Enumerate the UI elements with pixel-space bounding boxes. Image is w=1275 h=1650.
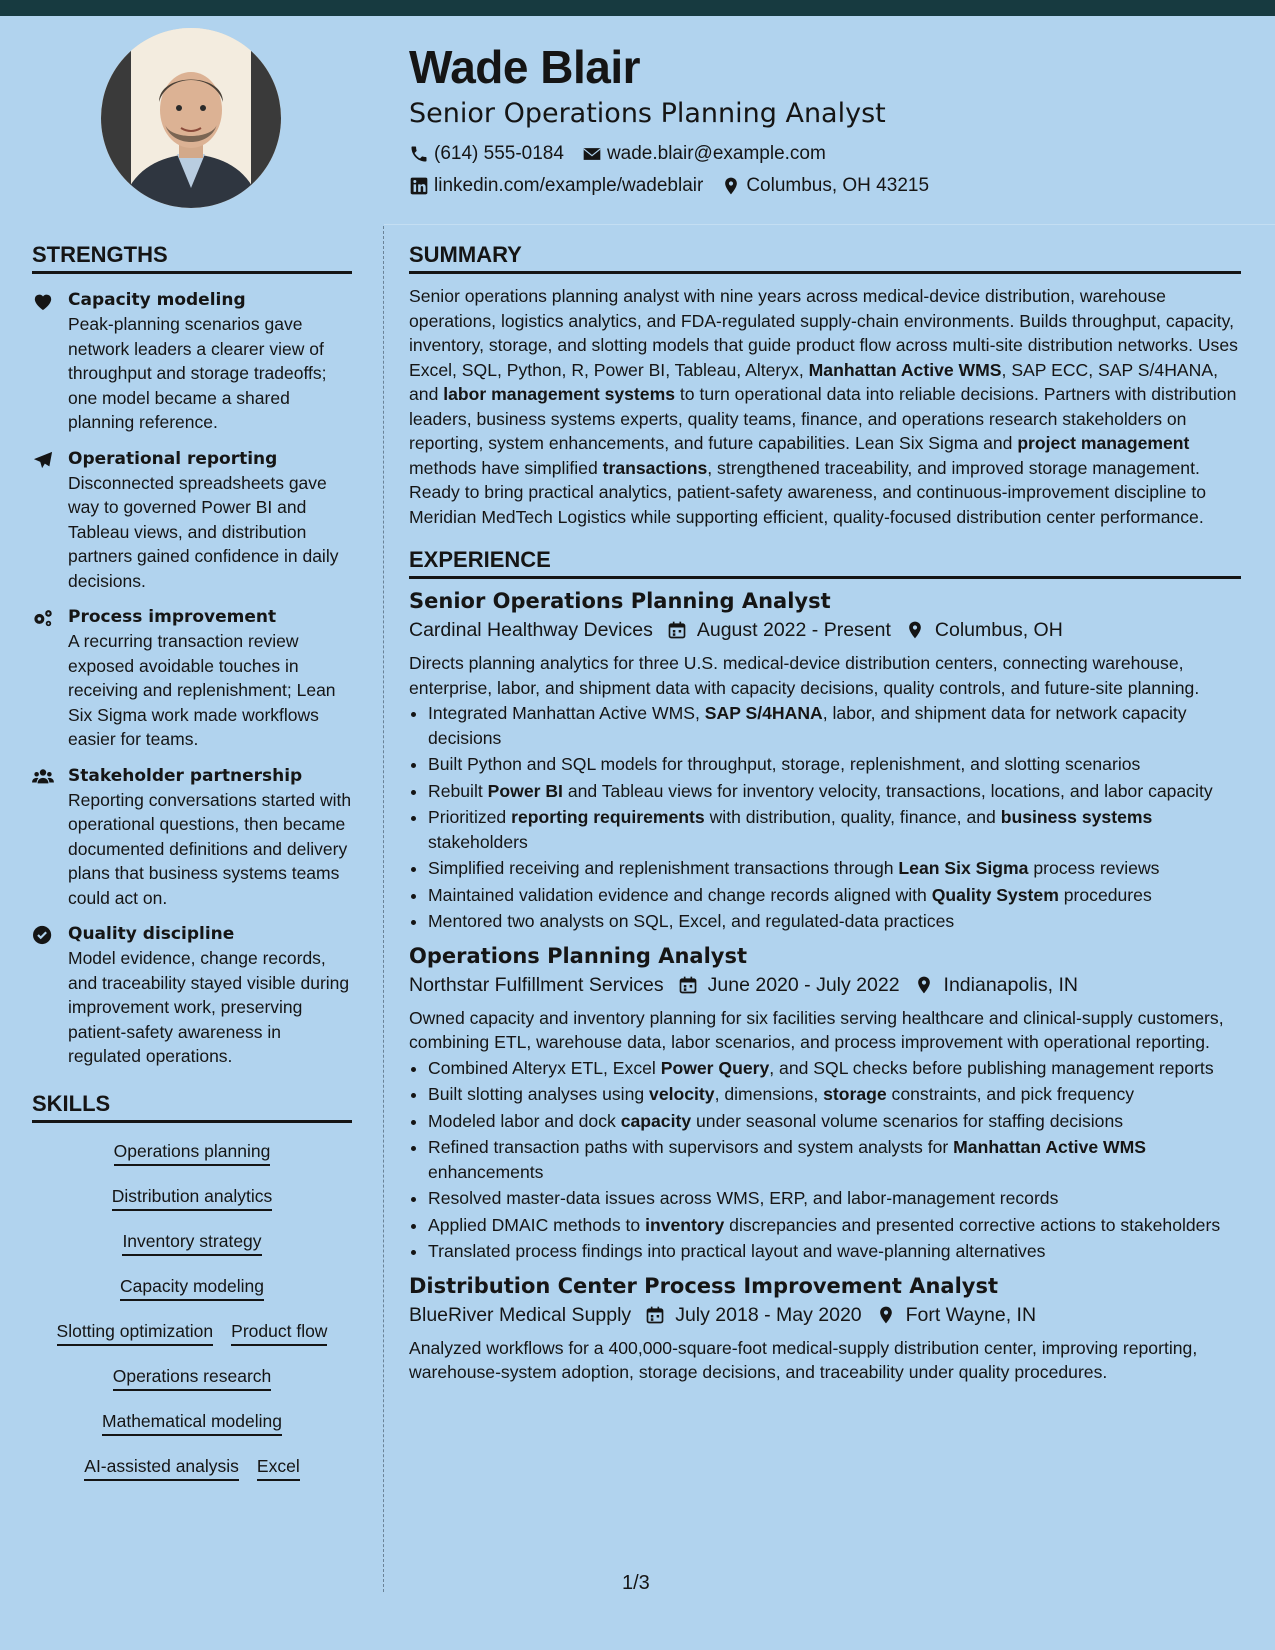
company-name: Cardinal Healthway Devices (409, 619, 653, 641)
bullet-text: inventory (645, 1214, 725, 1235)
phone-contact[interactable] (409, 138, 564, 170)
bullet-text: with distribution, quality, finance, and (704, 807, 1001, 827)
job-dates: June 2020 - July 2022 (707, 973, 900, 996)
job-title: Senior Operations Planning Analyst (409, 589, 831, 613)
people-icon (32, 767, 54, 787)
job-bullet (428, 1082, 1241, 1107)
bullet-text: storage (823, 1084, 887, 1104)
skill-tag: Distribution analytics (112, 1178, 272, 1211)
skills-list (32, 1133, 352, 1493)
job-meta (409, 970, 1241, 1000)
bullet-text: SAP S/4HANA (704, 703, 823, 723)
skill-tag: Capacity modeling (120, 1268, 264, 1301)
strength-item (32, 288, 352, 435)
bullet-text: Mentored two analysts on SQL, Excel, and regulated-data practices (428, 911, 955, 931)
candidate-title: Senior Operations Planning Analyst (409, 98, 886, 129)
skill-tag: Inventory strategy (122, 1223, 261, 1256)
experience-heading: EXPERIENCE (409, 545, 1241, 579)
job-description: Owned capacity and inventory planning for six facilities serving healthcare and clinical-supply customers, combining ETL, warehouse data, labor scenarios, and process improvement with operational reporting. (409, 1007, 1224, 1052)
location-text: Columbus, OH 43215 (746, 175, 930, 196)
job-location: Indianapolis, IN (943, 973, 1078, 996)
job-bullets (409, 701, 1241, 934)
email-text: wade.blair@example.com (606, 143, 826, 164)
strength-item (32, 922, 352, 1069)
bullet-text: enhancements (428, 1161, 544, 1182)
job-bullet (428, 1109, 1241, 1134)
bullet-text: Lean Six Sigma (898, 858, 1029, 878)
calendar-icon (645, 1305, 665, 1325)
map-pin-icon (721, 176, 741, 196)
summary-part: , SAP ECC, SAP S/4HANA, and (409, 359, 1218, 404)
bullet-text: process reviews (1028, 858, 1160, 878)
contact-row-1 (409, 138, 1249, 170)
page-number: 1/3 (622, 1572, 650, 1594)
skill-tag: Excel (257, 1448, 300, 1481)
strength-item (32, 764, 352, 911)
paper-plane-icon (32, 450, 54, 470)
summary-keyword: Manhattan Active WMS (808, 359, 1002, 380)
right-column (409, 240, 1241, 1385)
strengths-heading: STRENGTHS (32, 240, 352, 274)
summary-keyword: transactions (602, 457, 708, 478)
summary-part: methods have simplified (409, 457, 603, 478)
bullet-text: Manhattan Active WMS (953, 1137, 1147, 1157)
job-location: Fort Wayne, IN (905, 1303, 1037, 1326)
bullet-text: Translated process findings into practical layout and wave-planning alternatives (428, 1241, 1046, 1261)
job-dates: August 2022 - Present (696, 619, 891, 641)
summary-keyword: labor management systems (443, 384, 675, 404)
job-meta (409, 615, 1241, 645)
skill-tag: Product flow (231, 1313, 327, 1346)
bullet-text: , and SQL checks before publishing management reports (769, 1057, 1214, 1078)
job-title: Distribution Center Process Improvement Analyst (409, 1273, 999, 1298)
bullet-text: Power Query (660, 1057, 770, 1078)
map-pin-icon (905, 620, 925, 640)
phone-text: (614) 555-0184 (434, 143, 564, 164)
linkedin-icon (409, 176, 429, 196)
company-name: BlueRiver Medical Supply (409, 1303, 632, 1326)
job-bullet (428, 1213, 1241, 1238)
bullet-text: Simplified receiving and replenishment transactions through (428, 858, 899, 878)
strength-title: Quality discipline (68, 924, 235, 944)
job-title: Operations Planning Analyst (409, 943, 748, 968)
strength-desc: Model evidence, change records, and traceability stayed visible during improvement work, preserving patient-safety awareness in regulated operations. (68, 948, 350, 1066)
location-contact (721, 170, 929, 202)
company-name: Northstar Fulfillment Services (409, 973, 664, 996)
strength-title: Capacity modeling (68, 290, 246, 310)
job-bullet (428, 1135, 1241, 1184)
job-entry (409, 1272, 1241, 1385)
skill-tag: Mathematical modeling (102, 1403, 282, 1436)
bullet-text: Resolved master-data issues across WMS, ERP, and labor-management records (428, 1188, 1059, 1208)
bullet-text: Combined Alteryx ETL, Excel (428, 1057, 661, 1078)
contact-row-2 (409, 170, 1249, 202)
skill-tag: Operations research (113, 1358, 272, 1391)
strength-title: Stakeholder partnership (68, 765, 303, 786)
job-description: Directs planning analytics for three U.S. medical-device distribution centers, connecting warehouse, enterprise, labor, and shipment data with capacity decisions, quality controls, and future-site planning. (409, 653, 1200, 698)
summary-text (409, 284, 1241, 529)
job-bullet (428, 1056, 1241, 1081)
skill-tag: AI-assisted analysis (84, 1448, 239, 1481)
strength-desc: Reporting conversations started with operational questions, then became documented definitions and delivery plans that business systems teams could act on. (68, 789, 352, 908)
bullet-text: , dimensions, (714, 1084, 824, 1104)
envelope-icon (582, 144, 602, 164)
job-bullet (428, 909, 1241, 934)
job-bullet (428, 1239, 1241, 1264)
bullet-text: Built slotting analyses using (428, 1084, 650, 1104)
summary-keyword: project management (1017, 433, 1190, 453)
gears-icon (32, 608, 54, 628)
bullet-text: procedures (1058, 884, 1152, 905)
bullet-text: Maintained validation evidence and change records aligned with (428, 884, 932, 905)
bullet-text: Rebuilt (428, 780, 488, 801)
bullet-text: business systems (1000, 807, 1153, 827)
bullet-text: reporting requirements (511, 807, 705, 827)
resume-header (409, 38, 1249, 202)
bullet-text: stakeholders (428, 831, 528, 852)
candidate-name: Wade Blair (409, 41, 641, 93)
calendar-icon (678, 975, 698, 995)
summary-part: to turn operational data into reliable decisions. Partners with distribution leaders, business systems experts, quality teams, finance, and operations research stakeholders on reporting, system enhancements, and future capabilities. Lean Six Sigma and (409, 384, 1237, 453)
profile-photo (101, 28, 281, 208)
strength-desc: A recurring transaction review exposed avoidable touches in receiving and replenishment; Lean Six Sigma work made workflows easier for teams. (68, 631, 336, 749)
phone-icon (409, 144, 429, 164)
job-bullet (428, 701, 1241, 750)
bullet-text: Prioritized (428, 807, 512, 827)
strength-title: Process improvement (68, 607, 277, 627)
bullet-text: Applied DMAIC methods to (428, 1214, 646, 1235)
job-bullet (428, 779, 1241, 804)
summary-heading: SUMMARY (409, 240, 1241, 274)
job-location: Columbus, OH (934, 619, 1063, 641)
left-column (32, 240, 352, 1493)
linkedin-contact[interactable] (409, 170, 703, 202)
bullet-text: Built Python and SQL models for throughput, storage, replenishment, and slotting scenarios (428, 754, 1141, 774)
bullet-text: Refined transaction paths with supervisors and system analysts for (428, 1137, 954, 1157)
column-divider (383, 226, 384, 1592)
strength-title: Operational reporting (68, 448, 278, 469)
bullet-text: capacity (620, 1110, 692, 1131)
linkedin-text: linkedin.com/example/wadeblair (434, 175, 704, 196)
skills-heading: SKILLS (32, 1089, 352, 1123)
job-bullets (409, 1056, 1241, 1264)
bullet-text: discrepancies and presented corrective actions to stakeholders (724, 1214, 1221, 1235)
bullet-text: constraints, and pick frequency (886, 1084, 1135, 1104)
bullet-text: and Tableau views for inventory velocity, transactions, locations, and labor capacity (562, 780, 1213, 801)
skill-tag: Slotting optimization (57, 1313, 214, 1346)
job-bullet (428, 805, 1241, 854)
job-entry (409, 587, 1241, 934)
bullet-text: Power BI (487, 780, 563, 801)
bullet-text: Integrated Manhattan Active WMS, (428, 703, 705, 723)
job-description: Analyzed workflows for a 400,000-square-foot medical-supply distribution center, improving reporting, warehouse-system adoption, storage decisions, and traceability under quality procedures. (409, 1337, 1198, 1382)
bullet-text: Quality System (931, 884, 1059, 905)
strength-desc: Peak-planning scenarios gave network leaders a clearer view of throughput and storage tradeoffs; one model became a shared planning reference. (68, 314, 327, 432)
strength-desc: Disconnected spreadsheets gave way to governed Power BI and Tableau views, and distribution partners gained confidence in daily decisions. (68, 472, 339, 591)
summary-part: Senior operations planning analyst with nine years across medical-device distribution, warehouse operations, logistics analytics, and FDA-regulated supply-chain environments. Builds throughput, capacity, inventory, storage, and slotting models that guide product flow across multi-site distribution networks. Uses Excel, SQL, Python, R, Power BI, Tableau, Alteryx, (409, 286, 1238, 380)
experience-list (409, 587, 1241, 1385)
job-bullet (428, 752, 1241, 777)
top-bar (0, 0, 1275, 16)
job-entry (409, 942, 1241, 1264)
strength-item (32, 447, 352, 594)
job-meta (409, 1300, 1241, 1330)
header-divider (384, 224, 1275, 225)
email-contact[interactable] (582, 138, 826, 170)
bullet-text: , labor, and shipment data for network capacity decisions (428, 703, 1187, 748)
summary-part: , strengthened traceability, and improved storage management. Ready to bring practical analytics, patient-safety awareness, and continuous-improvement discipline to Meridian MedTech Logistics while supporting efficient, quality-focused distribution center performance. (409, 457, 1207, 527)
job-bullet (428, 856, 1241, 881)
bullet-text: Modeled labor and dock (428, 1110, 621, 1131)
map-pin-icon (914, 975, 934, 995)
skill-tag: Operations planning (114, 1133, 271, 1166)
job-bullet (428, 1186, 1241, 1211)
strength-item (32, 605, 352, 752)
heart-icon (32, 291, 54, 311)
bullet-text: under seasonal volume scenarios for staffing decisions (691, 1110, 1124, 1131)
calendar-icon (667, 620, 687, 640)
job-bullet (428, 883, 1241, 908)
map-pin-icon (876, 1305, 896, 1325)
job-dates: July 2018 - May 2020 (675, 1303, 862, 1326)
bullet-text: velocity (649, 1084, 715, 1104)
check-circle-icon (32, 925, 54, 945)
